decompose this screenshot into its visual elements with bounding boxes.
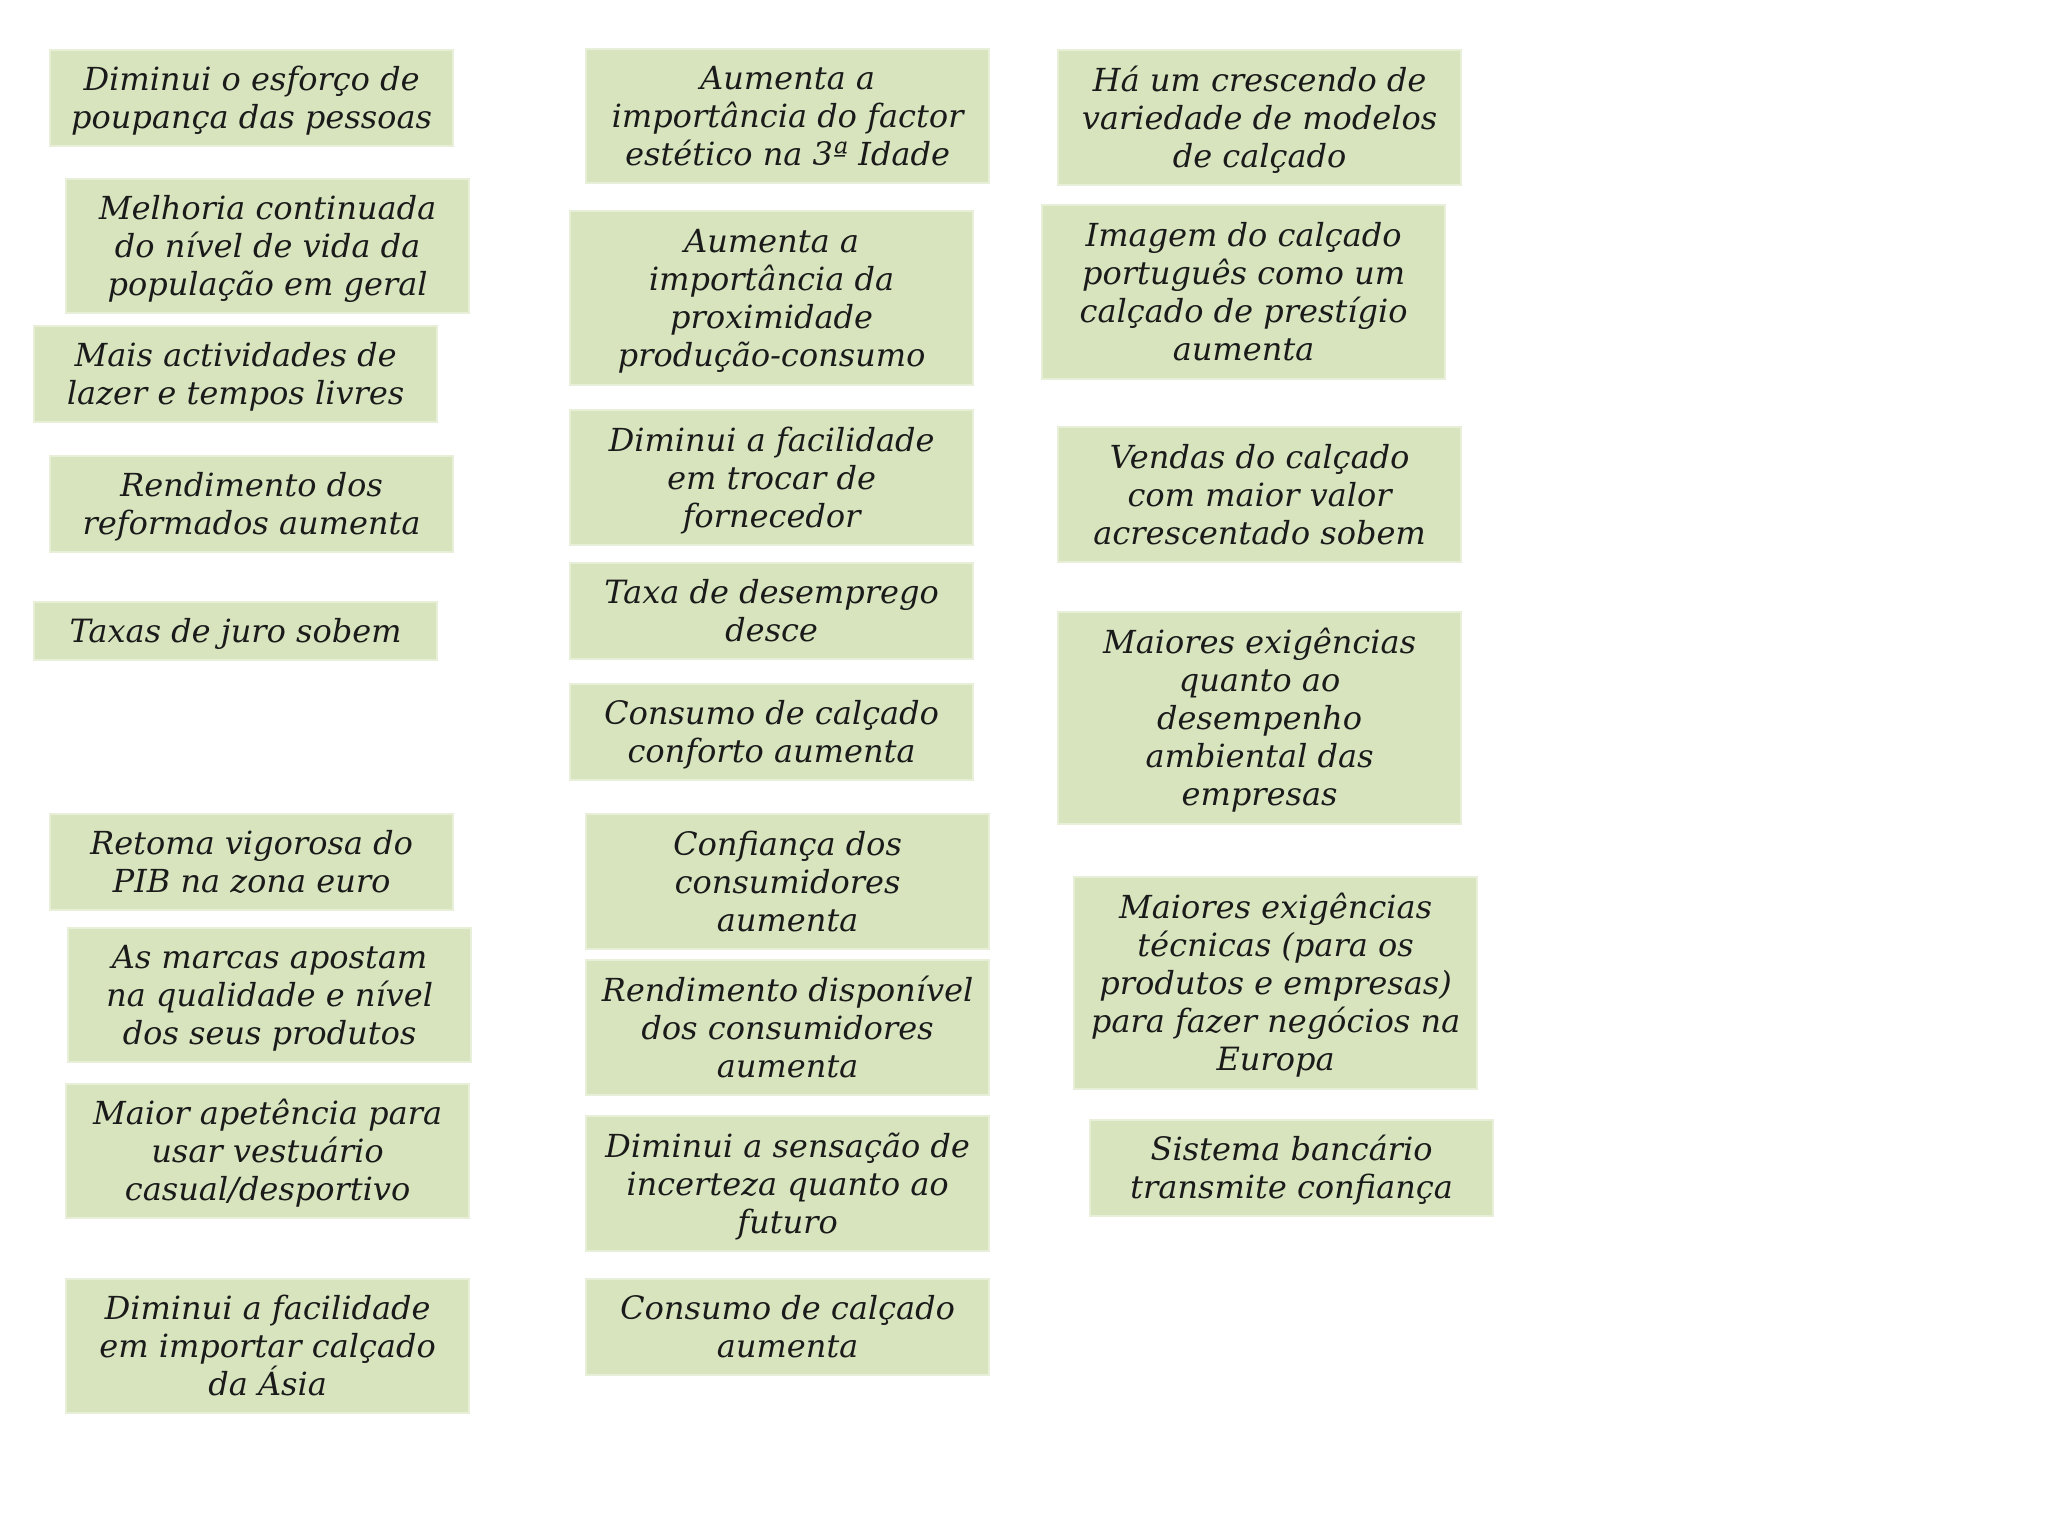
card-variedade-modelos: Há um crescendo de variedade de modelos de calçado [1057,49,1462,186]
card-rendimento-disponivel: Rendimento disponível dos consumidores aumenta [585,959,990,1096]
card-factor-estetico: Aumenta a importância do factor estético na 3ª Idade [585,48,990,184]
card-desemprego: Taxa de desemprego desce [569,562,974,660]
card-consumo-calcado: Consumo de calçado aumenta [585,1278,990,1376]
card-marcas-qualidade: As marcas apostam na qualidade e nível dos seus produtos [67,927,472,1063]
card-importar-asia: Diminui a facilidade em importar calçado da Ásia [65,1278,470,1414]
card-rendimento-reformados: Rendimento dos reformados aumenta [49,455,454,553]
card-pib-zona-euro: Retoma vigorosa do PIB na zona euro [49,813,454,911]
card-calcado-conforto: Consumo de calçado conforto aumenta [569,683,974,781]
card-poupanca: Diminui o esforço de poupança das pessoas [49,49,454,147]
card-trocar-fornecedor: Diminui a facilidade em trocar de fornecedor [569,409,974,546]
card-sistema-bancario: Sistema bancário transmite confiança [1089,1119,1494,1217]
card-exigencias-tecnicas: Maiores exigências técnicas (para os produtos e empresas) para fazer negócios na Europa [1073,876,1478,1090]
card-desempenho-ambiental: Maiores exigências quanto ao desempenho ambiental das empresas [1057,611,1462,825]
card-imagem-prestigio: Imagem do calçado português como um calçado de prestígio aumenta [1041,204,1446,380]
card-lazer: Mais actividades de lazer e tempos livres [33,325,438,423]
card-proximidade: Aumenta a importância da proximidade produção-consumo [569,210,974,386]
card-taxas-juro: Taxas de juro sobem [33,601,438,661]
card-confianca-consumidores: Confiança dos consumidores aumenta [585,813,990,950]
card-valor-acrescentado: Vendas do calçado com maior valor acrescentado sobem [1057,426,1462,563]
card-nivel-de-vida: Melhoria continuada do nível de vida da população em geral [65,178,470,314]
card-vestuario-casual: Maior apetência para usar vestuário casual/desportivo [65,1083,470,1219]
card-incerteza-futuro: Diminui a sensação de incerteza quanto ao futuro [585,1115,990,1252]
